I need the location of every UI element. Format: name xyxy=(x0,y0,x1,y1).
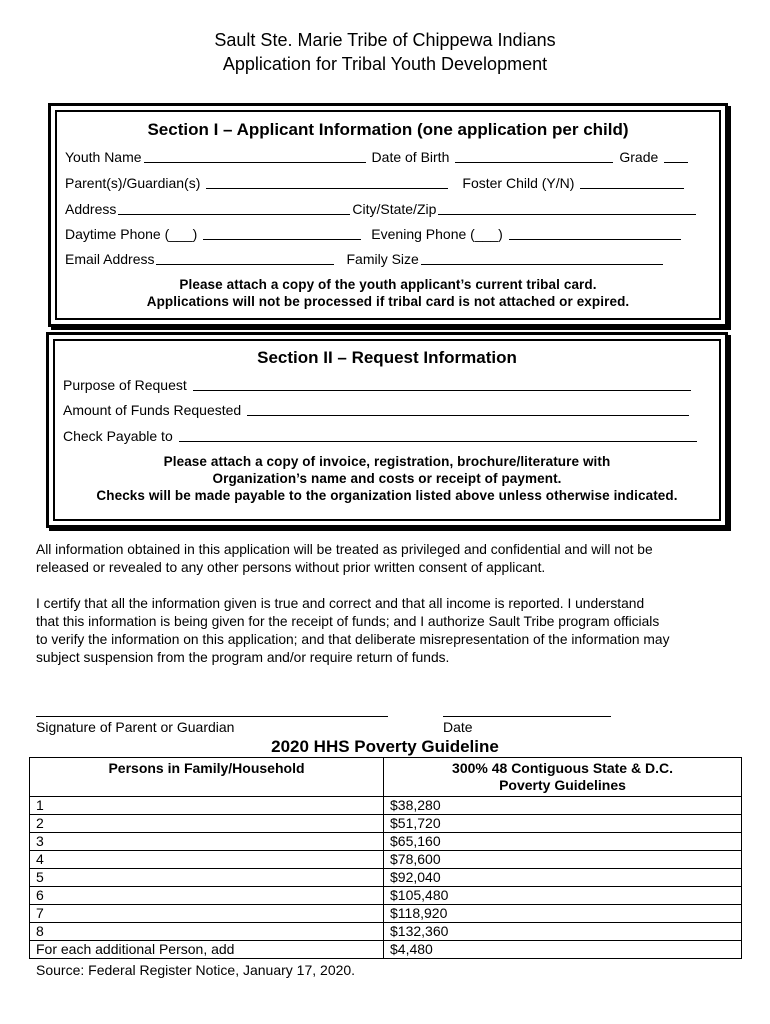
city-state-zip-field[interactable] xyxy=(438,200,696,215)
persons-cell: 5 xyxy=(30,869,384,887)
persons-cell: 7 xyxy=(30,905,384,923)
amount-cell: $38,280 xyxy=(384,797,742,815)
table-row xyxy=(30,797,742,815)
amount-field[interactable] xyxy=(247,401,689,416)
purpose-label: Purpose of Request xyxy=(63,377,187,393)
evening-phone-field[interactable] xyxy=(509,225,681,240)
persons-cell: 3 xyxy=(30,833,384,851)
section1-box xyxy=(48,103,728,327)
foster-child-field[interactable] xyxy=(580,174,684,189)
form-org-title: Sault Ste. Marie Tribe of Chippewa Indians xyxy=(214,30,556,50)
amount-cell: $78,600 xyxy=(384,851,742,869)
persons-cell: 2 xyxy=(30,815,384,833)
payable-note: Checks will be made payable to the organization listed above unless otherwise indicated. xyxy=(96,488,678,503)
column-header-persons: Persons in Family/Household xyxy=(30,758,384,797)
section2-box xyxy=(46,332,728,528)
amount-cell: $92,040 xyxy=(384,869,742,887)
daytime-phone-label: Daytime Phone (___) xyxy=(65,226,198,242)
date-label: Date xyxy=(443,719,473,735)
grade-label: Grade xyxy=(619,149,659,165)
confidentiality-statement xyxy=(36,541,736,577)
foster-child-label: Foster Child (Y/N) xyxy=(462,175,575,191)
form-title: Application for Tribal Youth Development xyxy=(222,54,548,74)
amount-cell: $65,160 xyxy=(384,833,742,851)
payable-field[interactable] xyxy=(179,427,697,442)
youth-name-label: Youth Name xyxy=(65,149,142,165)
date-line[interactable] xyxy=(443,716,611,717)
invoice-note-2: Organization’s name and costs or receipt of payment. xyxy=(212,471,562,486)
confidentiality-line: All information obtained in this application will be treated as privileged and confidential and will not be xyxy=(36,542,653,557)
date-of-birth-field[interactable] xyxy=(455,148,613,163)
table-row xyxy=(30,905,742,923)
payable-label: Check Payable to xyxy=(63,428,173,444)
evening-phone-label: Evening Phone (___) xyxy=(371,226,503,242)
email-field[interactable] xyxy=(156,250,334,265)
parents-field[interactable] xyxy=(206,174,448,189)
amount-cell: $132,360 xyxy=(384,923,742,941)
section2-title: Section II – Request Information xyxy=(257,348,517,367)
amount-label: Amount of Funds Requested xyxy=(63,402,242,418)
tribal-card-note: Please attach a copy of the youth applicant’s current tribal card. xyxy=(179,277,597,292)
source-note: Source: Federal Register Notice, January 17, 2020. xyxy=(36,962,356,978)
youth-name-field[interactable] xyxy=(144,148,366,163)
column-header-guidelines xyxy=(384,758,742,797)
certification-statement xyxy=(36,595,736,667)
table-row xyxy=(30,851,742,869)
signature-label: Signature of Parent or Guardian xyxy=(36,719,235,735)
daytime-phone-field[interactable] xyxy=(203,225,361,240)
certification-line: to verify the information on this application; and that deliberate misrepresentation of the information may xyxy=(36,632,670,647)
address-field[interactable] xyxy=(118,200,350,215)
certification-line: subject suspension from the program and/or require return of funds. xyxy=(36,650,450,665)
amount-cell: $118,920 xyxy=(384,905,742,923)
certification-line: I certify that all the information given is true and correct and that all income is reported. I understand xyxy=(36,596,645,611)
signature-line[interactable] xyxy=(36,716,388,717)
persons-cell: 8 xyxy=(30,923,384,941)
grade-field[interactable] xyxy=(664,148,688,163)
persons-cell: 4 xyxy=(30,851,384,869)
invoice-note: Please attach a copy of invoice, registration, brochure/literature with xyxy=(163,454,611,469)
email-label: Email Address xyxy=(65,251,155,267)
persons-cell: 1 xyxy=(30,797,384,815)
address-label: Address xyxy=(65,201,117,217)
table-row xyxy=(30,887,742,905)
persons-cell: For each additional Person, add xyxy=(30,941,384,959)
amount-cell: $4,480 xyxy=(384,941,742,959)
table-row xyxy=(30,833,742,851)
purpose-field[interactable] xyxy=(193,376,691,391)
table-row xyxy=(30,869,742,887)
table-row xyxy=(30,923,742,941)
city-state-zip-label: City/State/Zip xyxy=(352,201,437,217)
section1-title: Section I – Applicant Information (one application per child) xyxy=(147,120,629,139)
amount-cell: $105,480 xyxy=(384,887,742,905)
parents-label: Parent(s)/Guardian(s) xyxy=(65,175,201,191)
family-size-label: Family Size xyxy=(346,251,419,267)
poverty-title: 2020 HHS Poverty Guideline xyxy=(271,737,499,756)
certification-line: that this information is being given for the receipt of funds; and I authorize Sault Tribe program officials xyxy=(36,614,660,629)
tribal-card-warning: Applications will not be processed if tribal card is not attached or expired. xyxy=(146,294,630,309)
column-header-guidelines-line: Poverty Guidelines xyxy=(499,777,626,793)
column-header-guidelines-line: 300% 48 Contiguous State & D.C. xyxy=(452,760,673,776)
table-header-row xyxy=(30,758,742,797)
persons-cell: 6 xyxy=(30,887,384,905)
amount-cell: $51,720 xyxy=(384,815,742,833)
poverty-table xyxy=(29,757,742,959)
table-row xyxy=(30,815,742,833)
family-size-field[interactable] xyxy=(421,250,663,265)
date-of-birth-label: Date of Birth xyxy=(371,149,450,165)
table-row xyxy=(30,941,742,959)
confidentiality-line: released or revealed to any other persons without prior written consent of applicant. xyxy=(36,560,546,575)
